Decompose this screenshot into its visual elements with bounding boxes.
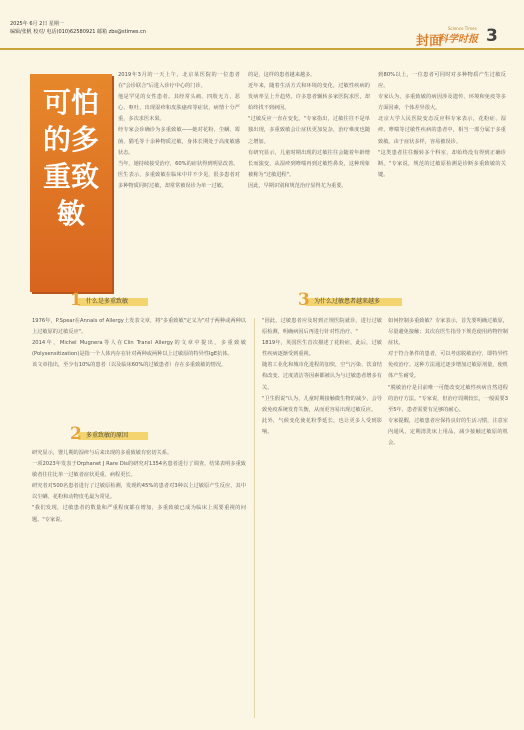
subhead-1-text: 什么是多重致敏 <box>86 298 129 305</box>
column-bottom-right-2: 如何控制多重致敏？专家表示，首先要明确过敏原，尽量避免接触；其次在医生指导下规范使用药物控制症状。 对于符合条件的患者，可以考虑脱敏治疗，即特异性免疫治疗。这种方法通过逐步增加过敏原剂量，使机体产生耐受。 "脱敏治疗是目前唯一可能改变过敏性疾病自然进程的治疗方法。"专家说，但治疗周期较长，一般需要3至5年，患者需要有足够的耐心。 专家提醒，过敏患者应保持良好的生活习惯，注意室内通风，定期清洗床上用品，减少接触过敏原的机会。 <box>388 318 508 447</box>
subhead-2-text: 多重致敏的原因 <box>86 432 129 439</box>
subhead-3 <box>298 290 438 310</box>
subhead-1 <box>70 290 190 310</box>
paper-name: 科学时报 <box>438 34 478 45</box>
column-top-left: 2019年3月的一天上午，北京某医院的一位患者在"会诊联合"后进入诊疗中心的门诊。 他是罕见的女性患者。其经常头痛、四肢无力、恶心、呕吐，出现湿疹和皮肤瘙痒等症状，病情十分严重，多次求医未果。 经专家会诊确诊为多重致敏——她对花粉、尘螨、霉菌、猫毛等十余种物质过敏，身体长期处于高度敏感状态。 当年，她持续接受治疗，60%的症状得到明显改善。 医生表示，多重致敏在临床中并不少见，很多患者对多种物质同时过敏，却常常被误诊为单一过敏。 <box>118 72 240 189</box>
headline-box <box>30 74 112 292</box>
subhead-2-number: 2 <box>70 424 82 444</box>
subhead-2 <box>70 424 190 444</box>
headline: 可怕的多重致敏 <box>42 86 99 230</box>
paper-english-name: Science Times <box>448 26 477 31</box>
column-divider <box>254 318 255 718</box>
subhead-1-number: 1 <box>70 290 82 310</box>
subhead-3-number: 3 <box>298 290 310 310</box>
column-top-middle: 的是，这样的患者越来越多。 近年来，随着生活方式和环境的变化，过敏性疾病的发病率呈上升趋势。许多患者辗转多家医院求医，却始终找不到病因。 "过敏反应一直在变化。"专家指出，过敏往往不是单独出现，多重致敏会让症状更加复杂，治疗难度也随之增加。 有研究显示，儿童时期出现的过敏往往会随着年龄增长而演变，从湿疹到哮喘再到过敏性鼻炎，这种现象被称为"过敏进程"。 因此，早期识别和规范治疗显得尤为重要。 <box>248 72 370 189</box>
column-bottom-left-2: 研究显示，婴儿期的湿疹与后来出现的多重致敏有密切关系。 一项2023年发表于Orphanet J Rare Dis的研究对1354名患者进行了调查，结果表明多重致敏者往往比单一过敏者症状更重、病程更长。 研究者对500名患者进行了过敏原检测，发现约45%的患者对3种以上过敏原产生反应，其中以尘螨、花粉和动物皮毛最为常见。 "我们发现，过敏患者的数量和严重程度都在增加，多重致敏已成为临床上需要重视的问题。"专家说。 <box>32 450 246 523</box>
page-header <box>0 0 524 50</box>
section-name: 封面 <box>416 34 443 49</box>
editor-line: 编辑/张帆 校对/ 电话(010)62580921 邮箱 zbs@stimes.cn <box>10 29 147 35</box>
column-bottom-right-1: "因此，过敏患者应及时到正规医院就诊，进行过敏原检测，明确病因后再进行针对性治疗。" 1819年，英国医生首次描述了花粉症，此后，过敏性疾病逐渐受到重视。 随着工业化和城市化进程的加快，空气污染、饮食结构改变、过度清洁等因素都被认为与过敏患者增多有关。 "卫生假说"认为，儿童时期接触微生物的减少，会导致免疫系统发育失衡，从而更容易出现过敏反应。 此外，气候变化使花粉季延长，也让更多人受到影响。 <box>262 318 382 435</box>
date-line: 2025年 6月 2日 星期一 <box>10 21 64 27</box>
subhead-3-text: 为什么过敏患者越来越多 <box>314 298 381 305</box>
column-top-right: 到80%以上，一位患者可同时对多种物质产生过敏反应。 专家认为，多重致敏的病因涉及遗传、环境和免疫等多方面因素，个体差异很大。 北京大学人民医院变态反应科专家表示，花粉症、湿疹、哮喘等过敏性疾病的患者中，相当一部分属于多重致敏。由于症状多样，容易被误诊。 "这类患者往往辗转多个科室，却始终没有得到正确诊断。"专家说，规范的过敏原检测是诊断多重致敏的关键。 <box>378 72 506 178</box>
column-bottom-left-1: 1976年，P.Spear在Annals of Allergy上发表文章，将"多重致敏"定义为"对于两种或两种以上过敏原的过敏反应"。 2014年，Michel Mugnera等人在Clin Transl Allergy的文章中提出，多重致敏(Polysensitization)是指一个人体内存在针对两种或两种以上过敏原的特异性IgE抗体。 该文章指出，至少有10%的患者（以及临床60%的过敏患者）存在多重致敏的情况。 <box>32 318 246 369</box>
page-number: 3 <box>486 26 498 46</box>
